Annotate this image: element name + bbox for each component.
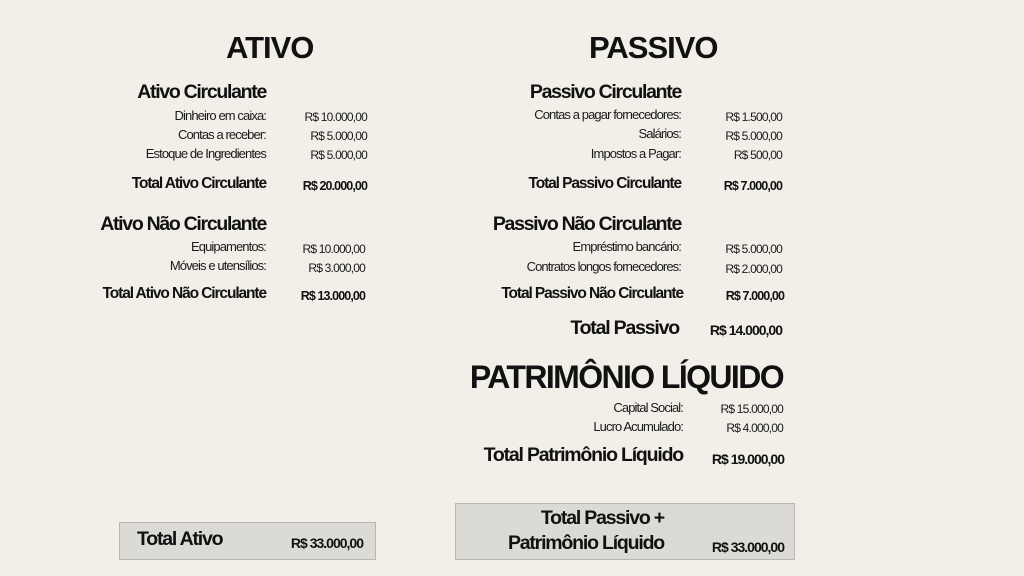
- total-ativo-nao-circulante-label: Total Ativo Não Circulante: [102, 285, 266, 302]
- ativo-circulante-heading: Ativo Circulante: [137, 81, 266, 103]
- line-value: R$ 5.000,00: [725, 242, 782, 256]
- line-label: Móveis e utensílios:: [169, 258, 266, 273]
- total-passivo-circulante-label: Total Passivo Circulante: [528, 175, 681, 192]
- total-ativo-label: Total Ativo: [137, 528, 223, 550]
- total-passivo-patrimonio-label-line2: Patrimônio Líquido: [507, 532, 664, 554]
- total-ativo-circulante-value: R$ 20.000,00: [302, 179, 367, 193]
- total-patrimonio-label: Total Patrimônio Líquido: [483, 444, 683, 466]
- total-ativo-circulante-label: Total Ativo Circulante: [131, 175, 266, 192]
- total-patrimonio-value: R$ 19.000,00: [711, 451, 784, 467]
- total-passivo-patrimonio-label-line1: Total Passivo +: [540, 507, 664, 529]
- line-label: Lucro Acumulado:: [593, 419, 683, 434]
- line-label: Capital Social:: [613, 400, 683, 415]
- passivo-circulante-heading: Passivo Circulante: [529, 81, 681, 103]
- total-passivo-patrimonio-value: R$ 33.000,00: [711, 539, 784, 555]
- total-ativo-value: R$ 33.000,00: [290, 535, 363, 551]
- total-passivo-circulante-value: R$ 7.000,00: [723, 179, 782, 193]
- line-value: R$ 5.000,00: [310, 129, 367, 143]
- total-passivo-label: Total Passivo: [570, 317, 679, 339]
- line-label: Salários:: [638, 126, 681, 141]
- ativo-nao-circulante-heading: Ativo Não Circulante: [100, 213, 266, 235]
- passivo-title: PASSIVO: [589, 30, 718, 65]
- total-passivo-value: R$ 14.000,00: [709, 322, 782, 338]
- line-value: R$ 10.000,00: [304, 110, 367, 124]
- line-label: Contas a pagar fornecedores:: [534, 107, 681, 122]
- line-label: Impostos a Pagar:: [590, 146, 681, 161]
- line-label: Contas a receber:: [177, 127, 266, 142]
- total-passivo-nao-circulante-label: Total Passivo Não Circulante: [501, 285, 683, 302]
- line-value: R$ 5.000,00: [725, 129, 782, 143]
- ativo-title: ATIVO: [226, 30, 314, 65]
- line-value: R$ 2.000,00: [725, 262, 782, 276]
- total-passivo-nao-circulante-value: R$ 7.000,00: [725, 289, 784, 303]
- total-ativo-box: [119, 522, 376, 560]
- line-value: R$ 4.000,00: [726, 421, 783, 435]
- line-label: Contratos longos fornecedores:: [526, 259, 681, 274]
- line-value: R$ 5.000,00: [310, 148, 367, 162]
- line-value: R$ 1.500,00: [725, 110, 782, 124]
- line-value: R$ 3.000,00: [308, 261, 365, 275]
- line-value: R$ 500,00: [733, 148, 782, 162]
- line-label: Equipamentos:: [190, 239, 266, 254]
- line-value: R$ 15.000,00: [720, 402, 783, 416]
- total-passivo-patrimonio-box: [455, 503, 795, 560]
- line-label: Empréstimo bancário:: [572, 239, 681, 254]
- line-value: R$ 10.000,00: [302, 242, 365, 256]
- patrimonio-title: PATRIMÔNIO LÍQUIDO: [469, 359, 783, 395]
- total-ativo-nao-circulante-value: R$ 13.000,00: [300, 289, 365, 303]
- line-label: Dinheiro em caixa:: [174, 108, 266, 123]
- line-label: Estoque de Ingredientes: [145, 146, 266, 161]
- passivo-nao-circulante-heading: Passivo Não Circulante: [492, 213, 681, 235]
